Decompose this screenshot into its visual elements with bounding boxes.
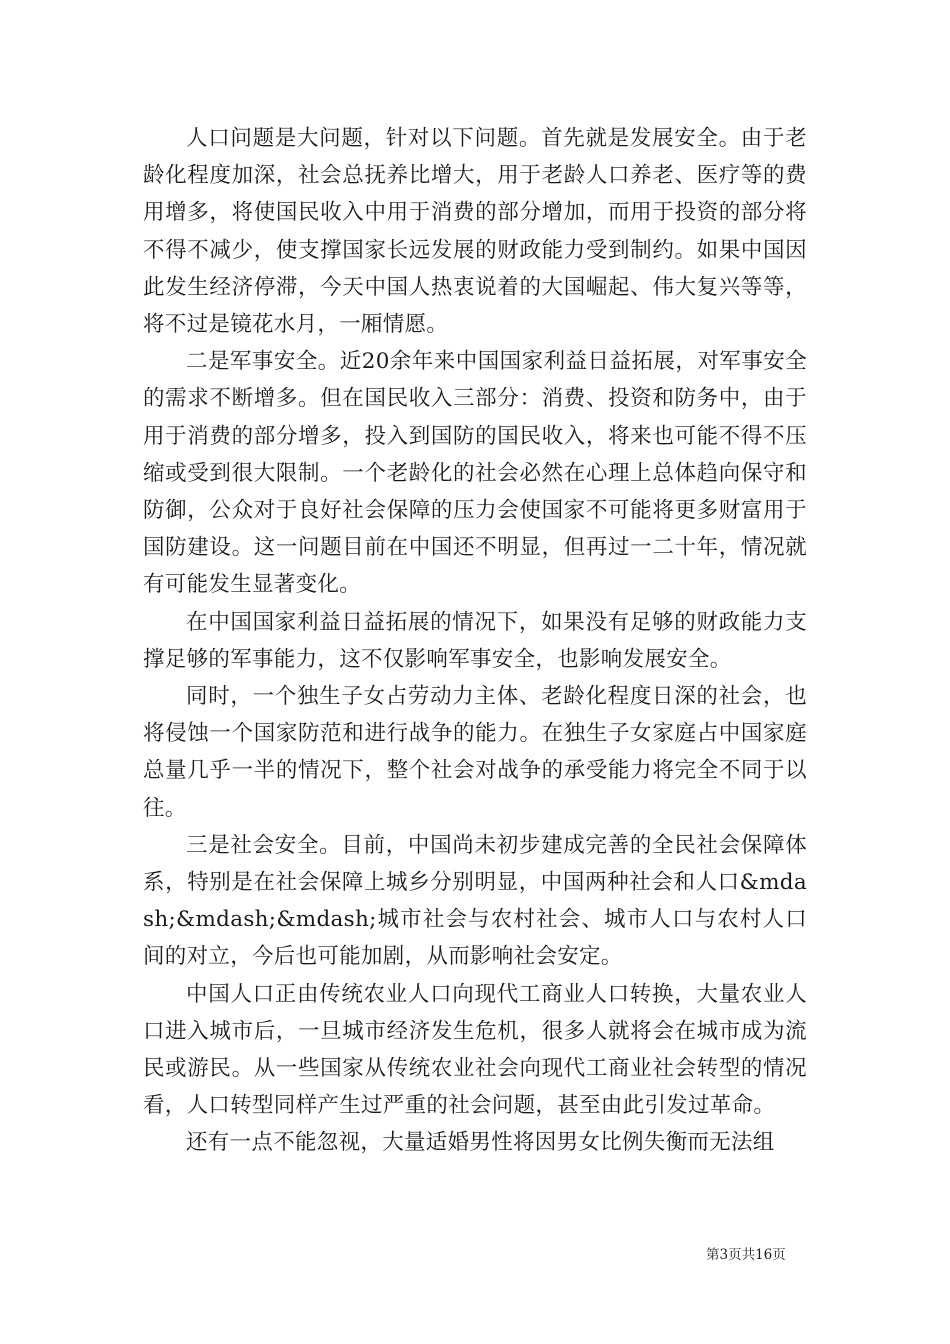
paragraph-development-security: 人口问题是大问题，针对以下问题。首先就是发展安全。由于老龄化程度加深，社会总抚养比增大，用于老龄人口养老、医疗等的费用增多，将使国民收入中用于消费的部分增加，而用于投资的部分将不得不减少，使支撑国家长远发展的财政能力受到制约。如果中国因此发生经济停滞，今天中国人热衷说着的大国崛起、伟大复兴等等，将不过是镜花水月，一厢情愿。 bbox=[143, 126, 807, 338]
paragraph-military-security: 二是军事安全。近20余年来中国国家利益日益拓展，对军事安全的需求不断增多。但在国民收入三部分：消费、投资和防务中，由于用于消费的部分增多，投入到国防的国民收入，将来也可能不得不压缩或受到很大限制。一个老龄化的社会必然在心理上总体趋向保守和防御，公众对于良好社会保障的压力会使国家不可能将更多财富用于国防建设。这一问题目前在中国还不明显，但再过一二十年，情况就有可能发生显著变化。 bbox=[143, 349, 807, 598]
page-number: 第3页共16页 bbox=[706, 1247, 786, 1263]
paragraph-gender-imbalance: 还有一点不能忽视，大量适婚男性将因男女比例失衡而无法组 bbox=[186, 1130, 775, 1156]
paragraph-fiscal-capacity: 在中国国家利益日益拓展的情况下，如果没有足够的财政能力支撑足够的军事能力，这不仅影响军事安全，也影响发展安全。 bbox=[143, 609, 807, 672]
paragraph-population-transition: 中国人口正由传统农业人口向现代工商业人口转换，大量农业人口进入城市后，一旦城市经济发生危机，很多人就将会在城市成为流民或游民。从一些国家从传统农业社会向现代工商业社会转型的情况看，人口转型同样产生过严重的社会问题，甚至由此引发过革命。 bbox=[143, 981, 807, 1119]
body-text bbox=[143, 120, 807, 1162]
paragraph-only-child: 同时，一个独生子女占劳动力主体、老龄化程度日深的社会，也将侵蚀一个国家防范和进行战争的能力。在独生子女家庭占中国家庭总量几乎一半的情况下，整个社会对战争的承受能力将完全不同于以往。 bbox=[143, 684, 807, 821]
paragraph-social-security: 三是社会安全。目前，中国尚未初步建成完善的全民社会保障体系，特别是在社会保障上城乡分别明显，中国两种社会和人口&mdash;&mdash;&mdash;城市社会与农村社会、城市人口与农村人口间的对立，今后也可能加剧，从而影响社会安定。 bbox=[143, 832, 807, 970]
